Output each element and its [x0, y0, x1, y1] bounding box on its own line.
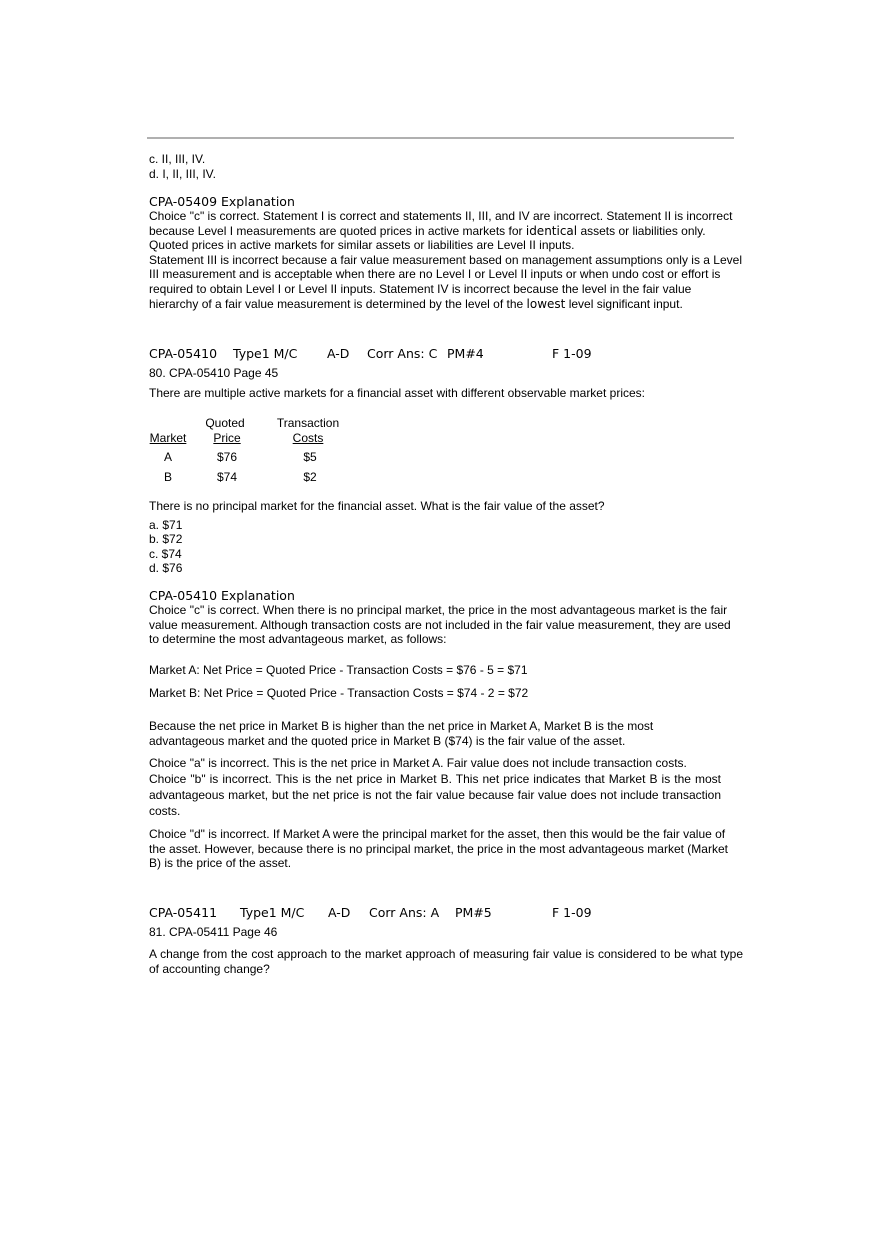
q11-stem: A change from the cost approach to the market approach of measuring fair value is considered to be what type of accounting change?	[149, 947, 743, 976]
q09-explanation-header: CPA-05409 Explanation	[149, 194, 295, 209]
table-row-a-price: $76	[216, 450, 238, 464]
q10-range: A-D	[327, 346, 350, 361]
q10-explanation-p4: Choice "b" is incorrect. This is the net price in Market B. This net price indicates that Market B is the most advantageous market, but the net price is not the fair value because fair value does not include transaction costs.	[149, 772, 721, 818]
q09-text-2: assets or liabilities only. Quoted prices in active markets for similar assets or liabilities are Level II inputs.	[149, 223, 706, 253]
choice-c-prev: c. II, III, IV.	[149, 152, 206, 166]
q10-id: CPA-05410	[149, 346, 218, 361]
q10-stem: There are multiple active markets for a financial asset with different observable market prices:	[149, 386, 645, 400]
q09-text-3: Statement III is incorrect because a fair value measurement based on management assumptions only is a Level III measurement and is acceptable when there are no Level I or Level II inputs or when undo cost or effort is required to obtain Level I or Level II inputs. Statement IV is incorrect because the level in the fair value hierarchy of a fair value measurement is determined by the level of the	[149, 252, 742, 311]
header-market: Market	[149, 431, 187, 445]
header-transaction: Transaction	[276, 416, 340, 430]
header-quoted: Quoted	[205, 416, 245, 430]
table-row-b-costs: $2	[303, 470, 317, 484]
q10-choice-c: c. $74	[149, 547, 182, 561]
q11-id: CPA-05411	[149, 905, 218, 920]
q10-explanation-p3: Choice "a" is incorrect. This is the net price in Market A. Fair value does not include transaction costs.	[149, 756, 687, 770]
q10-pm: PM#4	[447, 346, 484, 361]
q10-choice-a: a. $71	[149, 518, 183, 532]
q10-explanation-p2: Because the net price in Market B is higher than the net price in Market A, Market B is the most advantageous market and the quoted price in Market B ($74) is the fair value of the asset.	[149, 719, 654, 748]
q10-choice-b: b. $72	[149, 532, 183, 546]
q10-type: Type1 M/C	[233, 346, 298, 361]
q09-emph-lowest: lowest	[526, 296, 566, 311]
table-row-b-market: B	[163, 470, 172, 484]
table-row-a-costs: $5	[303, 450, 317, 464]
q10-choice-d: d. $76	[149, 561, 183, 575]
q10-correct-answer: Corr Ans: C	[367, 346, 438, 361]
q11-page-ref: 81. CPA-05411 Page 46	[149, 925, 278, 939]
q10-question: There is no principal market for the financial asset. What is the fair value of the asset?	[149, 499, 605, 513]
q09-emph-identical: identical	[525, 223, 578, 238]
table-row-a-market: A	[163, 450, 172, 464]
q09-text-1: Choice "c" is correct. Statement I is correct and statements II, III, and IV are incorrect. Statement II is incorrect because Level I measurements are quoted prices in active markets for	[149, 209, 733, 238]
q10-explanation-p5: Choice "d" is incorrect. If Market A were the principal market for the asset, then this would be the fair value of the asset. However, because there is no principal market, the price in the most advantageous market (Market B) is the price of the asset.	[149, 827, 728, 871]
q10-page-ref: 80. CPA-05410 Page 45	[149, 366, 279, 380]
table-row-b-price: $74	[216, 470, 238, 484]
q11-type: Type1 M/C	[240, 905, 305, 920]
q11-section: F 1-09	[552, 905, 592, 920]
q11-correct-answer: Corr Ans: A	[369, 905, 440, 920]
q10-section: F 1-09	[552, 346, 592, 361]
choice-d-prev: d. I, II, III, IV.	[149, 167, 216, 181]
q10-explanation-header: CPA-05410 Explanation	[149, 588, 295, 603]
q10-calc-market-b: Market B: Net Price = Quoted Price - Transaction Costs = $74 - 2 = $72	[149, 686, 529, 700]
q10-calc-market-a: Market A: Net Price = Quoted Price - Transaction Costs = $76 - 5 = $71	[149, 663, 528, 677]
header-rule	[147, 137, 734, 139]
header-costs: Costs	[292, 431, 324, 445]
q11-pm: PM#5	[455, 905, 492, 920]
q09-text-4: level significant input.	[565, 296, 683, 311]
q11-range: A-D	[328, 905, 351, 920]
q09-explanation-body	[149, 209, 743, 311]
q10-explanation-p1: Choice "c" is correct. When there is no principal market, the price in the most advantageous market is the fair value measurement. Although transaction costs are not included in the fair value measurement, they are used to determine the most advantageous market, as follows:	[149, 603, 731, 647]
header-price: Price	[213, 431, 241, 445]
